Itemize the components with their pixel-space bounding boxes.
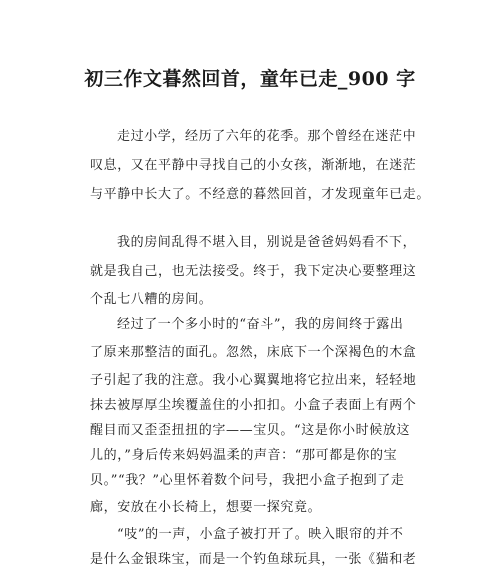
document-title: 初三作文暮然回首，童年已走_900 字 xyxy=(84,68,416,90)
paragraph-line: “吱”的一声，小盒子被打开了。映入眼帘的并不 xyxy=(117,527,404,542)
paragraph-line: 叹息，又在平静中寻找自己的小女孩，渐渐地，在迷茫 xyxy=(90,158,417,173)
paragraph-line: 儿的，”身后传来妈妈温柔的声音：“那可都是你的宝 xyxy=(90,448,398,463)
paragraph-line: 个乱七八糟的房间。 xyxy=(90,292,213,307)
paragraph-line: 子引起了我的注意。我小心翼翼地将它拉出来，轻轻地 xyxy=(90,373,417,388)
paragraph-line: 抹去被厚厚尘埃覆盖住的小扣扣。小盒子表面上有两个 xyxy=(90,398,417,413)
paragraph-line: 醒目而又歪歪扭扭的字——宝贝。“这是你小时候放这 xyxy=(90,423,411,438)
paragraph-line: 与平静中长大了。不经意的暮然回首，才发现童年已走。 xyxy=(90,187,431,202)
paragraph-line: 就是我自己，也无法接受。终于，我下定决心要整理这 xyxy=(90,264,417,279)
paragraph-line: 经过了一个多小时的“奋斗”，我的房间终于露出 xyxy=(117,317,404,332)
paragraph-line: 是什么金银珠宝，而是一个钓鱼球玩具，一张《猫和老 xyxy=(90,552,417,567)
paragraph-line: 贝。”“我？”心里怀着数个问号，我把小盒子抱到了走 xyxy=(90,473,405,488)
paragraph-line: 走过小学，经历了六年的花季。那个曾经在迷茫中 xyxy=(117,129,417,144)
paragraph-line: 廊，安放在小长椅上，想要一探究竟。 xyxy=(90,500,322,515)
paragraph-line: 我的房间乱得不堪入目，别说是爸爸妈妈看不下， xyxy=(117,235,417,250)
paragraph-line: 了原来那整洁的面孔。忽然，床底下一个深褐色的木盒 xyxy=(90,345,417,360)
